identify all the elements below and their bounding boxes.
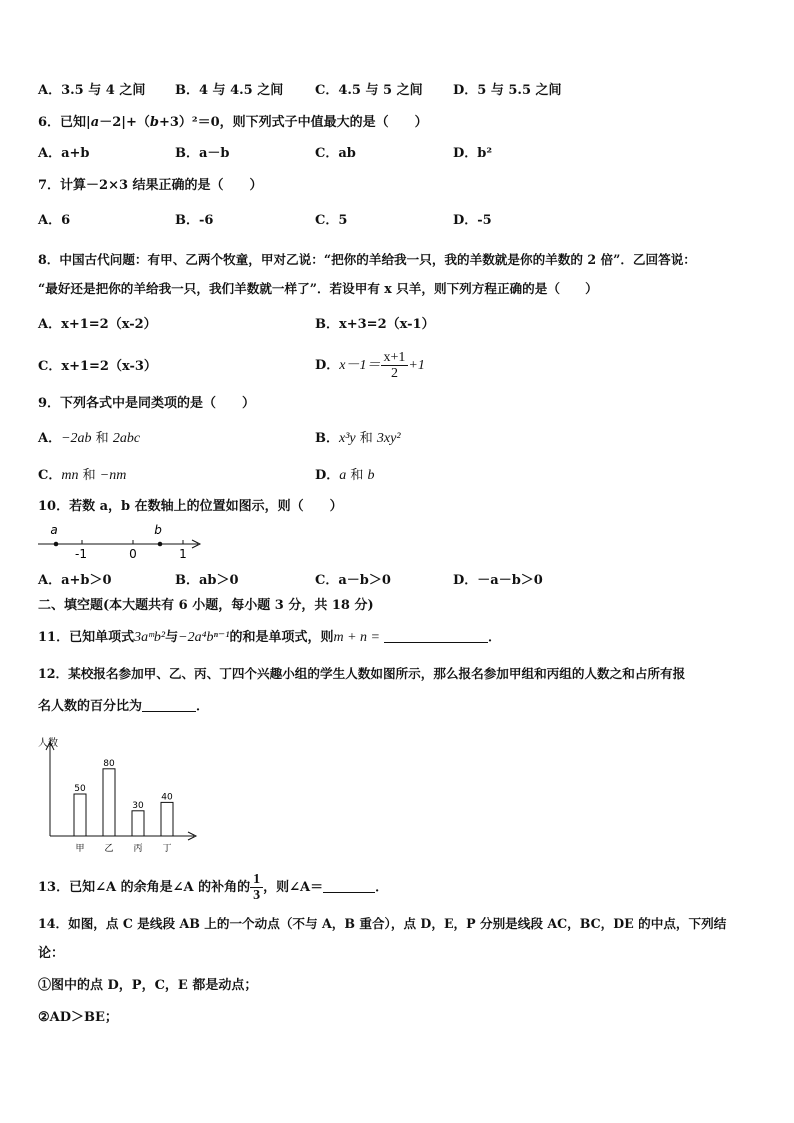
point-b xyxy=(158,542,163,547)
q9-option-a: A．−2ab 和 2abc xyxy=(38,431,141,446)
bar-3 xyxy=(161,802,173,836)
point-a xyxy=(54,542,59,547)
bar-category-label-3: 丁 xyxy=(162,844,172,854)
q13-answer-blank xyxy=(323,878,375,893)
bar-value-label-0: 50 xyxy=(74,784,86,794)
q5-option-d: D．5 与 5.5 之间 xyxy=(453,83,562,98)
label-b: b xyxy=(154,523,162,537)
q5-option-a: A．3.5 与 4 之间 xyxy=(38,83,146,98)
q8-option-b: B．x+3=2（x-1） xyxy=(315,317,435,332)
q10-option-b: B．ab＞0 xyxy=(175,573,239,588)
q10-option-c: C．a－b＞0 xyxy=(315,573,391,588)
q8-stem-line2: “最好还是把你的羊给我一只，我们羊数就一样了”．若设甲有 x 只羊，则下列方程正确的是（ ） xyxy=(38,281,598,296)
q8-stem-line1: 8．中国古代问题：有甲、乙两个牧童，甲对乙说：“把你的羊给我一只，我的羊数就是你的羊数的 2 倍”．乙回答说： xyxy=(38,252,696,267)
label-a: a xyxy=(50,523,58,537)
q6-option-d: D．b² xyxy=(453,146,493,161)
q8-option-a: A．x+1=2（x-2） xyxy=(38,317,157,332)
section-2-heading: 二、填空题(本大题共有 6 小题，每小题 3 分，共 18 分) xyxy=(38,598,374,613)
q7-stem: 7．计算－2×3 结果正确的是（ ） xyxy=(38,178,263,193)
q5-option-c: C．4.5 与 5 之间 xyxy=(315,83,423,98)
q11-stem: 11．已知单项式3aᵐb²与−2a⁴bⁿ⁻¹的和是单项式，则m + n = ． xyxy=(38,630,502,645)
bar-2 xyxy=(132,811,144,836)
q6-option-c: C．ab xyxy=(315,146,356,161)
q14-item-2: ②AD＞BE； xyxy=(38,1010,118,1025)
bar-0 xyxy=(74,794,86,836)
q6-option-b: B．a－b xyxy=(175,146,230,161)
q8-option-d-fraction: $\frac{x+1}{2}$ xyxy=(381,350,409,381)
q12-stem-line1: 12．某校报名参加甲、乙、丙、丁四个兴趣小组的学生人数如图所示，那么报名参加甲组和丙组的人数之和占所有报 xyxy=(38,666,686,681)
tick-label-1: 1 xyxy=(179,547,187,561)
bar-category-label-2: 丙 xyxy=(133,844,143,854)
q12-answer-blank xyxy=(142,697,196,712)
q14-item-1: ①图中的点 D，P，C，E 都是动点； xyxy=(38,978,258,993)
q7-option-a: A．6 xyxy=(38,213,71,228)
q7-option-d: D．-5 xyxy=(453,213,492,228)
q5-option-b: B．4 与 4.5 之间 xyxy=(175,83,284,98)
q10-option-d: D．－a－b＞0 xyxy=(453,573,543,588)
tick-label-minus1: -1 xyxy=(75,547,87,561)
bar-category-label-0: 甲 xyxy=(75,844,85,854)
q7-option-b: B．-6 xyxy=(175,213,214,228)
q13-stem: 13．已知∠A 的余角是∠A 的补角的 $\frac{1}{3}$ ，则∠A＝ ． xyxy=(38,872,389,903)
q6-option-a: A．a+b xyxy=(38,146,90,161)
q8-option-d: D．x－1＝ $\frac{x+1}{2}$ +1 xyxy=(315,350,425,381)
q11-answer-blank xyxy=(384,628,488,643)
chart-y-label: 人数 xyxy=(38,738,58,749)
q14-stem-line2: 论： xyxy=(38,946,65,961)
q10-number-line xyxy=(30,518,210,562)
bar-value-label-2: 30 xyxy=(132,800,144,811)
q7-option-c: C．5 xyxy=(315,213,348,228)
q6-stem: 6．已知|a－2|+（b+3）²＝0，则下列式子中值最大的是（ ） xyxy=(38,115,428,130)
bar-value-label-1: 80 xyxy=(103,758,115,769)
q9-stem: 9．下列各式中是同类项的是（ ） xyxy=(38,396,256,411)
q9-option-d: D．a 和 b xyxy=(315,468,375,483)
bar-value-label-3: 40 xyxy=(161,792,173,803)
q13-fraction: $\frac{1}{3}$ xyxy=(250,872,263,903)
bar-category-label-1: 乙 xyxy=(104,844,114,854)
q9-option-b: B．x³y 和 3xy² xyxy=(315,431,401,446)
q12-bar-chart xyxy=(30,732,210,858)
q9-option-c: C．mn 和 −nm xyxy=(38,468,127,483)
bar-1 xyxy=(103,769,115,836)
tick-label-0: 0 xyxy=(129,547,137,561)
q10-option-a: A．a+b＞0 xyxy=(38,573,112,588)
q10-stem: 10．若数 a，b 在数轴上的位置如图示，则（ ） xyxy=(38,499,343,514)
q8-option-c: C．x+1=2（x-3） xyxy=(38,359,157,374)
q12-stem-line2: 名人数的百分比为 ． xyxy=(38,699,210,714)
q14-stem-line1: 14．如图，点 C 是线段 AB 上的一个动点（不与 A，B 重合），点 D，E，P 分别是线段 AC，BC，DE 的中点，下列结 xyxy=(38,916,727,931)
